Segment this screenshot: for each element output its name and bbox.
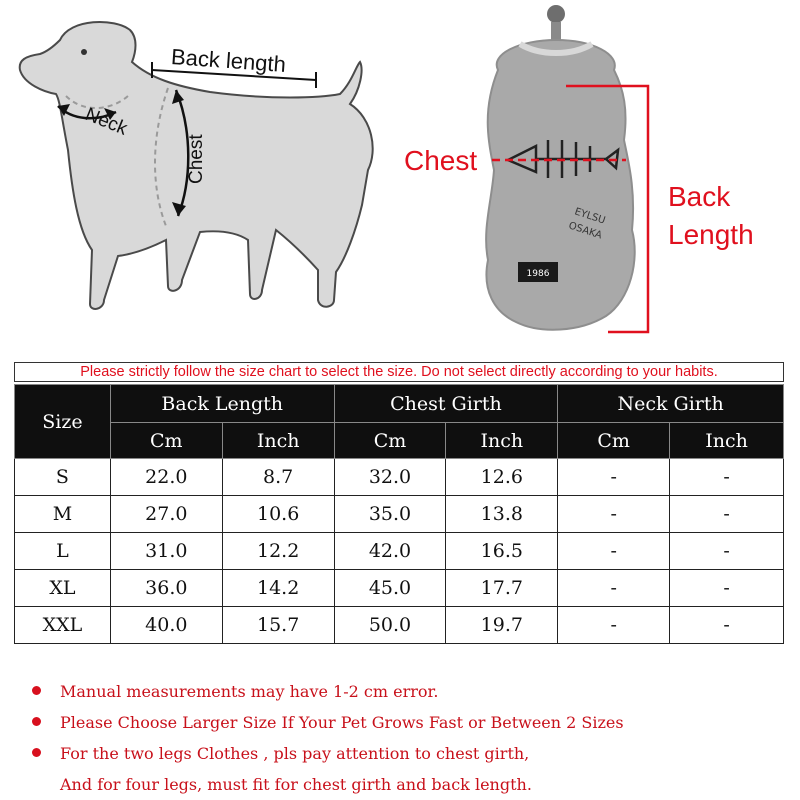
- table-cell: 13.8: [446, 496, 558, 533]
- bullet-icon: [32, 748, 41, 757]
- dog-chest-label: Chest: [186, 134, 207, 184]
- size-cell: M: [15, 496, 111, 533]
- table-cell: -: [558, 496, 670, 533]
- chest-girth-header: Chest Girth: [334, 385, 558, 423]
- size-cell: XXL: [15, 607, 111, 644]
- table-row: [15, 496, 784, 533]
- list-item: [32, 738, 792, 769]
- sweater-print-text2: OSAKA: [567, 220, 604, 242]
- table-row: [15, 607, 784, 644]
- table-cell: -: [670, 607, 784, 644]
- table-cell: 16.5: [446, 533, 558, 570]
- size-cell: XL: [15, 570, 111, 607]
- table-row: [15, 570, 784, 607]
- table-cell: 17.7: [446, 570, 558, 607]
- unit-header: Inch: [670, 423, 784, 459]
- sweater-illustration: [486, 5, 648, 332]
- table-cell: 12.2: [222, 533, 334, 570]
- mannequin-knob: [547, 5, 565, 23]
- notes-list: [32, 676, 792, 800]
- table-cell: 27.0: [110, 496, 222, 533]
- unit-header: Inch: [446, 423, 558, 459]
- note-text: And for four legs, must fit for chest girth and back length.: [60, 775, 532, 794]
- table-cell: 8.7: [222, 459, 334, 496]
- size-cell: S: [15, 459, 111, 496]
- list-item: [32, 676, 792, 707]
- table-unit-row: [15, 423, 784, 459]
- dog-back-length-label: Back length: [170, 44, 287, 77]
- bullet-icon: [32, 717, 41, 726]
- back-length-header: Back Length: [110, 385, 334, 423]
- measurement-diagram: [0, 0, 800, 360]
- unit-header: Cm: [558, 423, 670, 459]
- table-cell: 32.0: [334, 459, 446, 496]
- table-cell: 40.0: [110, 607, 222, 644]
- table-cell: 19.7: [446, 607, 558, 644]
- list-item-continuation: [32, 769, 792, 800]
- size-notice: Please strictly follow the size chart to select the size. Do not select directly according to your habits.: [14, 362, 784, 382]
- unit-header: Cm: [110, 423, 222, 459]
- unit-header: Cm: [334, 423, 446, 459]
- table-cell: 22.0: [110, 459, 222, 496]
- table-cell: -: [558, 607, 670, 644]
- table-cell: 31.0: [110, 533, 222, 570]
- sweater-body: [486, 40, 635, 330]
- table-cell: 14.2: [222, 570, 334, 607]
- table-cell: 45.0: [334, 570, 446, 607]
- dog-eye: [81, 49, 87, 55]
- table-cell: -: [558, 533, 670, 570]
- table-cell: -: [558, 570, 670, 607]
- garment-back-label-line2: Length: [668, 219, 754, 250]
- table-cell: 10.6: [222, 496, 334, 533]
- table-cell: -: [670, 496, 784, 533]
- table-cell: 50.0: [334, 607, 446, 644]
- size-cell: L: [15, 533, 111, 570]
- table-cell: 36.0: [110, 570, 222, 607]
- garment-chest-label: Chest: [404, 145, 478, 176]
- garment-back-label-line1: Back: [668, 181, 731, 212]
- neck-girth-header: Neck Girth: [558, 385, 784, 423]
- size-header: Size: [15, 385, 111, 459]
- note-text: Manual measurements may have 1-2 cm error.: [60, 682, 439, 701]
- table-cell: 42.0: [334, 533, 446, 570]
- table-cell: -: [670, 459, 784, 496]
- dog-neck-label: Neck: [82, 104, 131, 140]
- garment-back-length-label: [668, 178, 754, 254]
- note-text: For the two legs Clothes , pls pay attention to chest girth,: [60, 744, 530, 763]
- unit-header: Inch: [222, 423, 334, 459]
- table-row: [15, 459, 784, 496]
- table-cell: -: [670, 533, 784, 570]
- list-item: [32, 707, 792, 738]
- note-text: Please Choose Larger Size If Your Pet Grows Fast or Between 2 Sizes: [60, 713, 624, 732]
- table-row: [15, 533, 784, 570]
- table-cell: 12.6: [446, 459, 558, 496]
- bullet-icon: [32, 686, 41, 695]
- table-cell: 15.7: [222, 607, 334, 644]
- sweater-tag-text: 1986: [526, 269, 550, 279]
- table-header-row: [15, 385, 784, 423]
- table-cell: -: [558, 459, 670, 496]
- size-chart-table: [14, 384, 784, 644]
- sweater-print-text1: EYLSU: [573, 206, 607, 227]
- table-cell: -: [670, 570, 784, 607]
- table-cell: 35.0: [334, 496, 446, 533]
